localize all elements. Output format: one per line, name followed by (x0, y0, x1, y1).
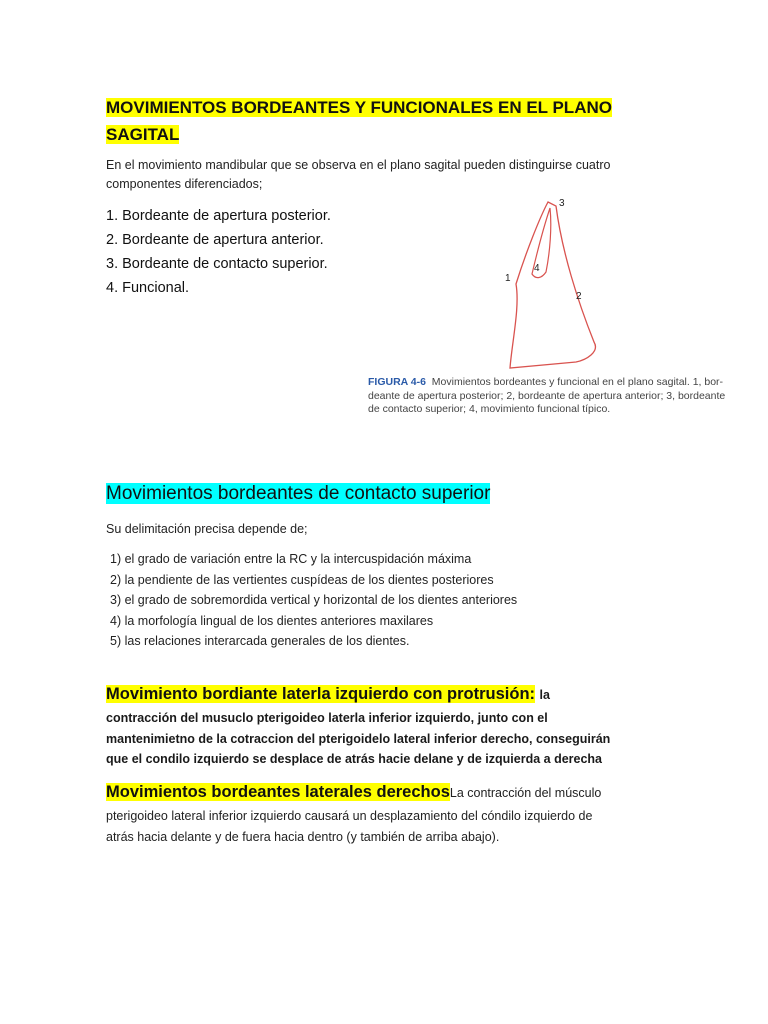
figure-label-2: 2 (576, 291, 582, 302)
list-item: 5) las relaciones interarcada generales de los dientes. (110, 634, 410, 648)
section3-line2: mantenimietno de la cotraccion del pterigoidelo lateral inferior derecho, conseguirán (106, 731, 611, 746)
list-item: 4) la morfología lingual de los dientes anteriores maxilares (110, 613, 434, 628)
figure-caption-line2: deante de apertura posterior; 2, bordeante de apertura anterior; 3, bordeante (368, 389, 726, 402)
section2-list (110, 549, 517, 652)
list-item: 2. Bordeante de apertura anterior. (106, 232, 324, 248)
list-item: 2) la pendiente de las vertientes cuspídeas de los dientes posteriores (110, 572, 494, 587)
figure-caption (368, 376, 732, 417)
section1-intro-line1: En el movimiento mandibular que se observa en el plano sagital pueden distinguirse cuatro (106, 158, 611, 172)
figure-caption-line3: de contacto superior; 4, movimiento funcional típico. (368, 403, 611, 415)
section3-line3: que el condilo izquierdo se desplace de atrás hacie delane y de izquierda a derecha (106, 752, 603, 766)
list-item: 3) el grado de sobremordida vertical y horizontal de los dientes anteriores (110, 593, 518, 607)
list-item: 3. Bordeante de contacto superior. (106, 256, 328, 272)
section4-line2: atrás hacia delante y de fuera hacia dentro (y también de arriba abajo). (106, 829, 500, 844)
section3-line1: contracción del musuclo pterigoideo laterla inferior izquierdo, junto con el (106, 711, 548, 725)
figure-label-3: 3 (559, 198, 565, 209)
section4-title: Movimientos bordeantes laterales derechos (106, 783, 450, 801)
section1-list (106, 204, 331, 300)
figure-label-1: 1 (505, 273, 511, 284)
section3-heading-line (106, 682, 706, 706)
section2-title-wrap (106, 481, 490, 507)
border-movement-outline (510, 202, 595, 368)
list-item: 1) el grado de variación entre la RC y la intercuspidación máxima (110, 552, 472, 566)
section3-title: Movimiento bordiante laterla izquierdo con protrusión: (106, 685, 536, 703)
figure-label-4: 4 (534, 263, 540, 274)
figure-caption-number: FIGURA 4-6 (368, 376, 426, 388)
list-item: 1. Bordeante de apertura posterior. (106, 208, 331, 224)
section1-intro-line2: componentes diferenciados; (106, 177, 263, 191)
section1-title (106, 94, 612, 148)
section4-inline-start: La contracción del músculo (449, 786, 602, 800)
figure-caption-line1: Movimientos bordeantes y funcional en el plano sagital. 1, bor- (431, 376, 724, 388)
section1-title-line2: SAGITAL (106, 125, 180, 144)
list-item: 4. Funcional. (106, 280, 190, 296)
sagittal-movement-figure (490, 192, 620, 372)
section2-intro: Su delimitación precisa depende de; (106, 522, 308, 536)
section4-heading-line (106, 780, 726, 804)
section1-intro (106, 156, 610, 194)
section4-line1: pterigoideo lateral inferior izquierdo causará un desplazamiento del cóndilo izquierdo de (106, 809, 593, 823)
section3-body (106, 708, 610, 770)
section3-inline-start: la (539, 688, 550, 702)
section2-title: Movimientos bordeantes de contacto superior (106, 483, 491, 504)
section1-title-line1: MOVIMIENTOS BORDEANTES Y FUNCIONALES EN EL PLANO (106, 98, 612, 117)
section4-body (106, 806, 592, 847)
